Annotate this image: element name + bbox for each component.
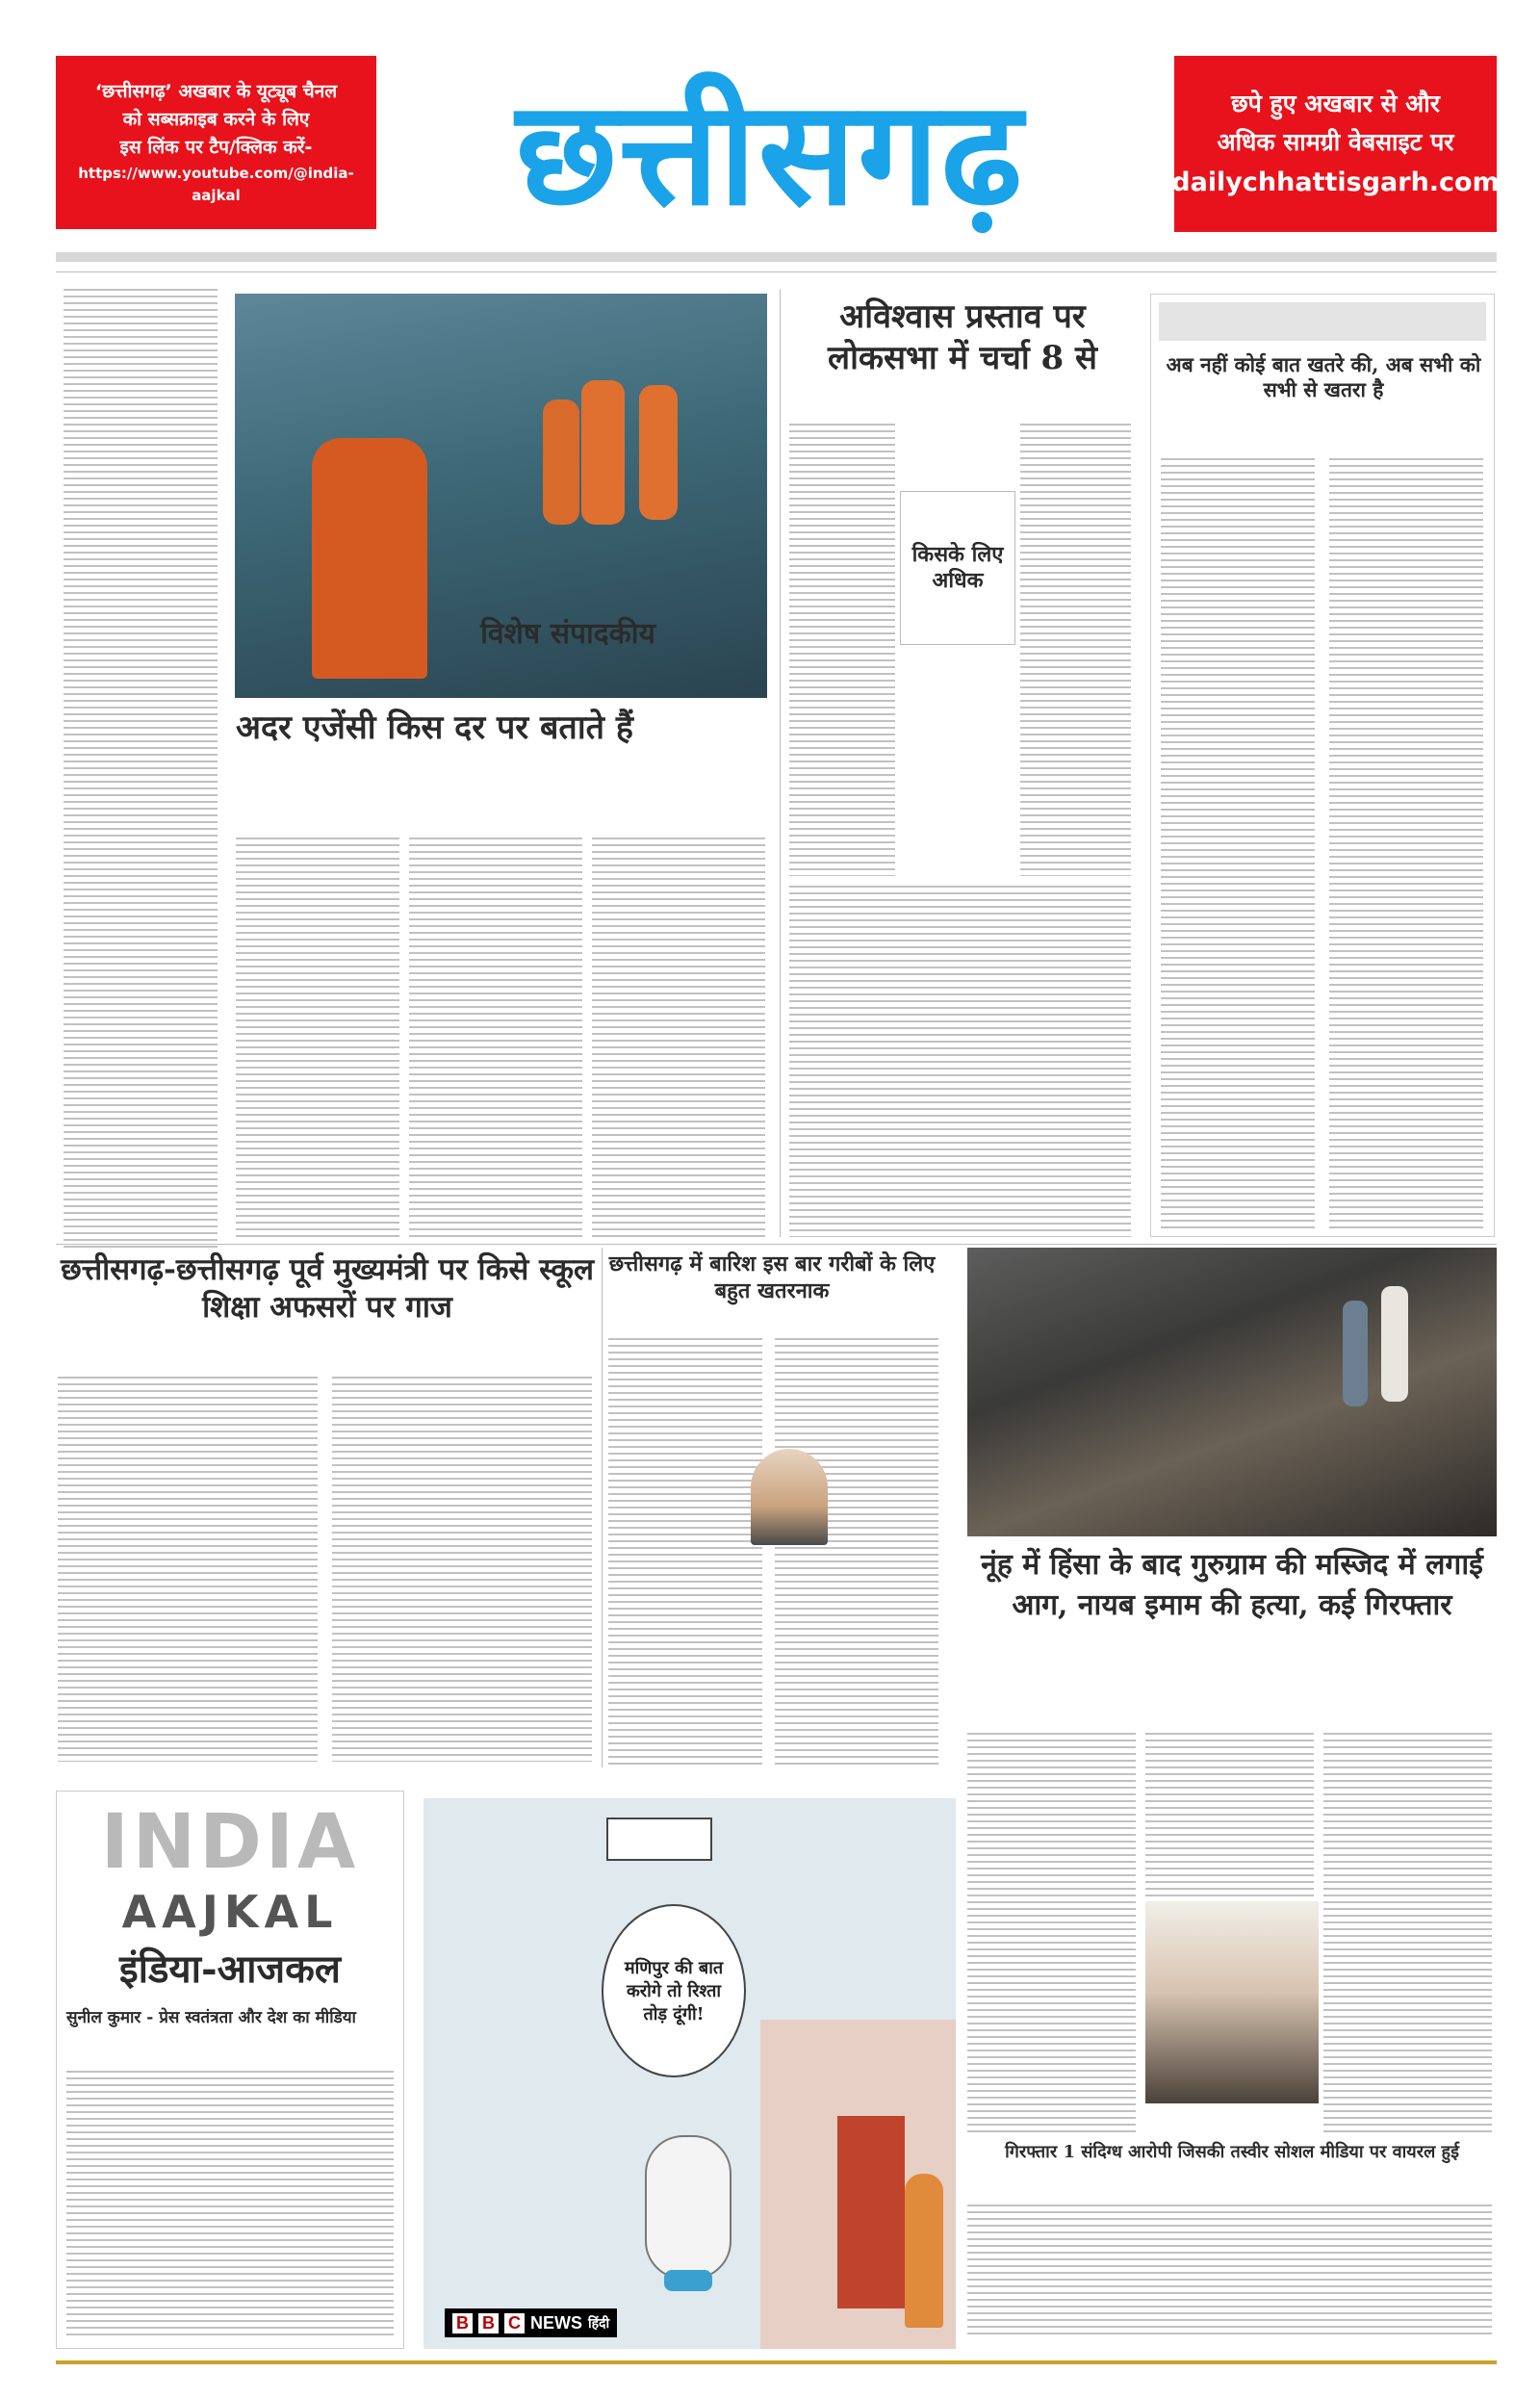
youtube-promo-line1: ‘छत्तीसगढ़’ अखबार के यूट्यूब चैनल [94,80,338,102]
youtube-promo-box[interactable] [56,56,376,229]
school-officers-headline: छत्तीसगढ़-छत्तीसगढ़ पूर्व मुख्यमंत्री पर किसे स्कूल शिक्षा अफसरों पर गाज [60,1252,595,1325]
india-aajkal-logo-hi: इंडिया-आजकल [119,1947,341,1992]
bbc-news-text: NEWS [530,2312,582,2333]
masthead-title: छत्तीसगढ़ [516,70,1024,238]
india-aajkal-logo-en: INDIA [100,1799,360,1886]
nuh-story-text [1323,1901,1492,2137]
center-column-text [236,838,399,1242]
left-column-text [64,289,218,1251]
website-promo-line2: अधिक सामग्री वेबसाइट पर [1217,127,1454,156]
nuh-story-text [967,2205,1492,2339]
rain-headline: छत्तीसगढ़ में बारिश इस बार गरीबों के लिए बहुत खतरनाक [608,1251,936,1303]
editorial-text [1161,458,1315,1228]
school-story-text [332,1377,592,1762]
footer-gold-rule [56,2360,1497,2364]
nuh-story-text [1145,1733,1314,1896]
rain-story-text [775,1338,938,1766]
cartoon-door [837,2116,905,2308]
column-divider [780,289,781,1237]
mosque-fire-photo [967,1248,1497,1536]
dual-headline: अदर एजेंसी किस दर पर बताते हैं [236,709,633,747]
school-story-text [58,1377,318,1762]
columnist-portrait [751,1449,828,1545]
no-confidence-text [789,886,1131,1237]
india-aajkal-logo-en2: AAJKAL [121,1886,339,1938]
rescuer-figure [312,438,427,679]
nuh-photo-caption: गिरफ्तार 1 संदिग्ध आरोपी जिसकी तस्वीर सोशल मीडिया पर वायरल हुई [1005,2142,1459,2162]
bbc-logo-c: C [504,2313,525,2334]
rescuer-figure [543,400,579,525]
column-divider [602,1248,603,1767]
india-aajkal-subhead: सुनील कुमार - प्रेस स्वतंत्रता और देश का मीडिया [66,2008,356,2027]
nuh-story-text [967,1733,1136,2137]
youtube-url-link[interactable]: https://www.youtube.com/@india-aajkal [78,164,354,205]
center-column-text [592,838,765,1242]
editorial-box [1150,294,1495,1237]
youtube-promo-line2: को सब्सक्राइब करने के लिए [122,109,310,131]
no-confidence-text [789,424,895,876]
cartoon-sign [606,1818,712,1861]
youtube-promo-line3: इस लिंक पर टैप/क्लिक करें- [119,137,313,159]
person-figure [1343,1301,1368,1406]
editorial-subhead: अब नहीं कोई बात खतरे की, अब सभी को सभी से खतरा है [1166,352,1481,402]
editorial-label: विशेष संपादकीय [480,617,655,651]
editorial-title-bar [1159,302,1486,341]
rescuer-figure [639,385,678,520]
cartoon-speech-text: मणिपुर की बात करोगे तो रिश्ता तोड़ दूंगी! [624,1958,724,2024]
rain-story-text [608,1338,762,1766]
person-figure [1381,1286,1408,1402]
website-promo-line1: छपे हुए अखबार से और [1231,89,1440,117]
cartoon-man-shoe [664,2270,712,2291]
bbc-hindi-text: हिंदी [588,2314,610,2331]
no-confidence-text [1020,424,1131,876]
india-aajkal-text [66,2071,394,2340]
nuh-story-text [1323,1733,1492,1896]
nuh-violence-headline: नूंह में हिंसा के बाद गुरुग्राम की मस्जिद में लगाई आग, नायब इमाम की हत्या, कई गिरफ्तार [981,1548,1483,1622]
section-divider [56,1244,1497,1245]
suspect-photo [1145,1901,1319,2103]
center-column-text [409,838,582,1242]
header-divider [56,271,1497,272]
website-promo-box[interactable] [1171,56,1500,232]
no-confidence-headline: अविश्वास प्रस्ताव पर लोकसभा में चर्चा 8 से [828,297,1097,377]
cartoon-panel [424,1798,956,2349]
cartoon-woman-figure [905,2174,943,2328]
bbc-logo-b: B [452,2313,473,2334]
editorial-text [1329,458,1483,1228]
website-link[interactable]: dailychhattisgarh.com [1171,167,1500,197]
bbc-logo-b2: B [478,2313,499,2334]
newspaper-date-strip [56,252,1497,262]
bbc-news-hindi-logo [445,2308,617,2337]
pull-quote-box [900,491,1015,645]
rescuer-figure [581,380,625,525]
pull-quote-text: किसके लिए अधिक [911,541,1004,593]
india-aajkal-block [56,1791,404,2349]
cartoon-speech-bubble [602,1904,746,2077]
cartoon-man-figure [645,2135,732,2280]
